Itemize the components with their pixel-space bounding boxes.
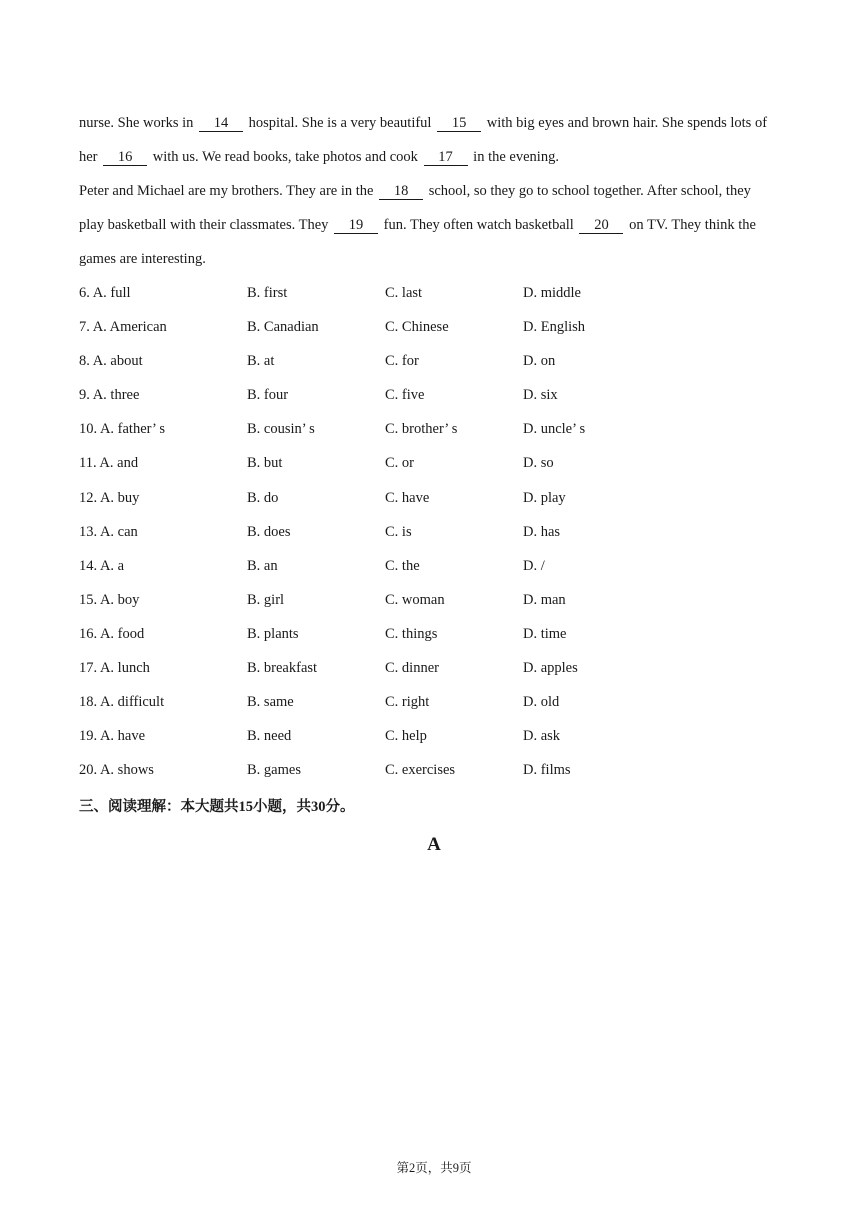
- option-c: C. woman: [385, 591, 445, 608]
- option-d: D. so: [523, 455, 554, 472]
- passage-line: [79, 208, 799, 242]
- blank-15: 15: [437, 115, 481, 132]
- cloze-passage: [79, 106, 799, 276]
- option-c: C. brother’ s: [385, 421, 458, 438]
- option-c: C. have: [385, 489, 430, 506]
- option-b: B. breakfast: [247, 660, 318, 677]
- option-a: 10. A. father’ s: [79, 421, 166, 438]
- option-b: B. need: [247, 728, 292, 745]
- option-c: C. last: [385, 285, 423, 301]
- option-b: B. but: [247, 455, 283, 472]
- option-c: C. or: [385, 455, 414, 472]
- option-b: B. girl: [247, 591, 285, 608]
- passage-line: [79, 242, 799, 276]
- passage-text: hospital. She is a very beautiful: [248, 115, 432, 131]
- option-d: D. ask: [523, 728, 561, 745]
- option-c: C. exercises: [385, 762, 456, 779]
- blank-19: 19: [334, 217, 378, 234]
- option-c: C. for: [385, 353, 419, 370]
- option-d: D. uncle’ s: [523, 421, 586, 438]
- blank-18: 18: [379, 183, 423, 200]
- option-c: C. the: [385, 557, 420, 574]
- option-b: B. first: [247, 285, 288, 301]
- option-c: C. dinner: [385, 660, 439, 677]
- option-b: B. games: [247, 762, 301, 779]
- option-d: D. old: [523, 694, 560, 711]
- option-d: D. English: [523, 319, 586, 336]
- passage-title: A: [427, 834, 441, 855]
- option-c: C. is: [385, 523, 412, 540]
- passage-text: fun. They often watch basketball: [383, 217, 574, 233]
- section-heading: [79, 795, 355, 816]
- option-a: 6. A. full: [79, 285, 131, 301]
- option-d: D. man: [523, 591, 566, 608]
- option-a: 7. A. American: [79, 319, 167, 336]
- passage-text: play basketball with their classmates. They: [79, 217, 329, 233]
- option-d: D. six: [523, 387, 558, 404]
- option-b: B. same: [247, 694, 294, 711]
- option-b: B. an: [247, 557, 278, 574]
- option-a: 8. A. about: [79, 353, 143, 370]
- passage-text: games are interesting.: [79, 251, 206, 267]
- section-heading-text: 分。: [325, 799, 355, 815]
- option-b: B. cousin’ s: [247, 421, 315, 438]
- option-c: C. Chinese: [385, 319, 449, 336]
- option-a: 17. A. lunch: [79, 660, 150, 677]
- blank-14: 14: [199, 115, 243, 132]
- option-a: 19. A. have: [79, 728, 146, 745]
- page-footer: 第2页，共9页: [396, 1161, 472, 1175]
- passage-text: with big eyes and brown hair. She spends lots of: [486, 115, 768, 131]
- passage-line: [79, 140, 799, 174]
- option-b: B. does: [247, 523, 291, 540]
- question-count: 15: [238, 799, 253, 815]
- option-c: C. right: [385, 694, 430, 711]
- passage-text: school, so they go to school together. After school, they: [428, 183, 751, 199]
- section-heading-text: 小题，共: [253, 799, 311, 815]
- option-a: 12. A. buy: [79, 489, 140, 506]
- passage-text: nurse. She works in: [79, 115, 194, 131]
- option-c: C. five: [385, 387, 425, 404]
- section-score: 30: [311, 799, 326, 815]
- option-d: D. play: [523, 489, 566, 506]
- option-c: C. things: [385, 625, 438, 642]
- option-d: D. /: [523, 557, 545, 574]
- option-a: 14. A. a: [79, 557, 125, 574]
- option-d: D. middle: [523, 285, 581, 301]
- option-a: 20. A. shows: [79, 762, 154, 779]
- option-a: 13. A. can: [79, 523, 138, 540]
- option-b: B. Canadian: [247, 319, 319, 336]
- passage-line: [79, 174, 799, 208]
- passage-text: Peter and Michael are my brothers. They are in the: [79, 183, 374, 199]
- section-heading-text: 三、阅读理解：本大题共: [79, 799, 239, 815]
- option-a: 18. A. difficult: [79, 694, 165, 711]
- option-c: C. help: [385, 728, 427, 745]
- blank-16: 16: [103, 149, 147, 166]
- option-d: D. on: [523, 353, 556, 370]
- passage-line: [79, 106, 799, 140]
- option-d: D. films: [523, 762, 571, 779]
- option-d: D. time: [523, 625, 567, 642]
- option-b: B. four: [247, 387, 289, 404]
- option-d: D. apples: [523, 660, 578, 677]
- option-a: 15. A. boy: [79, 591, 140, 608]
- passage-text: her: [79, 149, 98, 165]
- passage-text: in the evening.: [473, 149, 559, 165]
- option-d: D. has: [523, 523, 561, 540]
- blank-17: 17: [424, 149, 468, 166]
- option-a: 11. A. and: [79, 455, 139, 472]
- option-a: 9. A. three: [79, 387, 140, 404]
- passage-text: with us. We read books, take photos and cook: [152, 149, 418, 165]
- passage-text: on TV. They think the: [629, 217, 756, 233]
- option-b: B. at: [247, 353, 275, 370]
- option-a: 16. A. food: [79, 625, 145, 642]
- blank-20: 20: [579, 217, 623, 234]
- option-b: B. plants: [247, 625, 299, 642]
- option-b: B. do: [247, 489, 279, 506]
